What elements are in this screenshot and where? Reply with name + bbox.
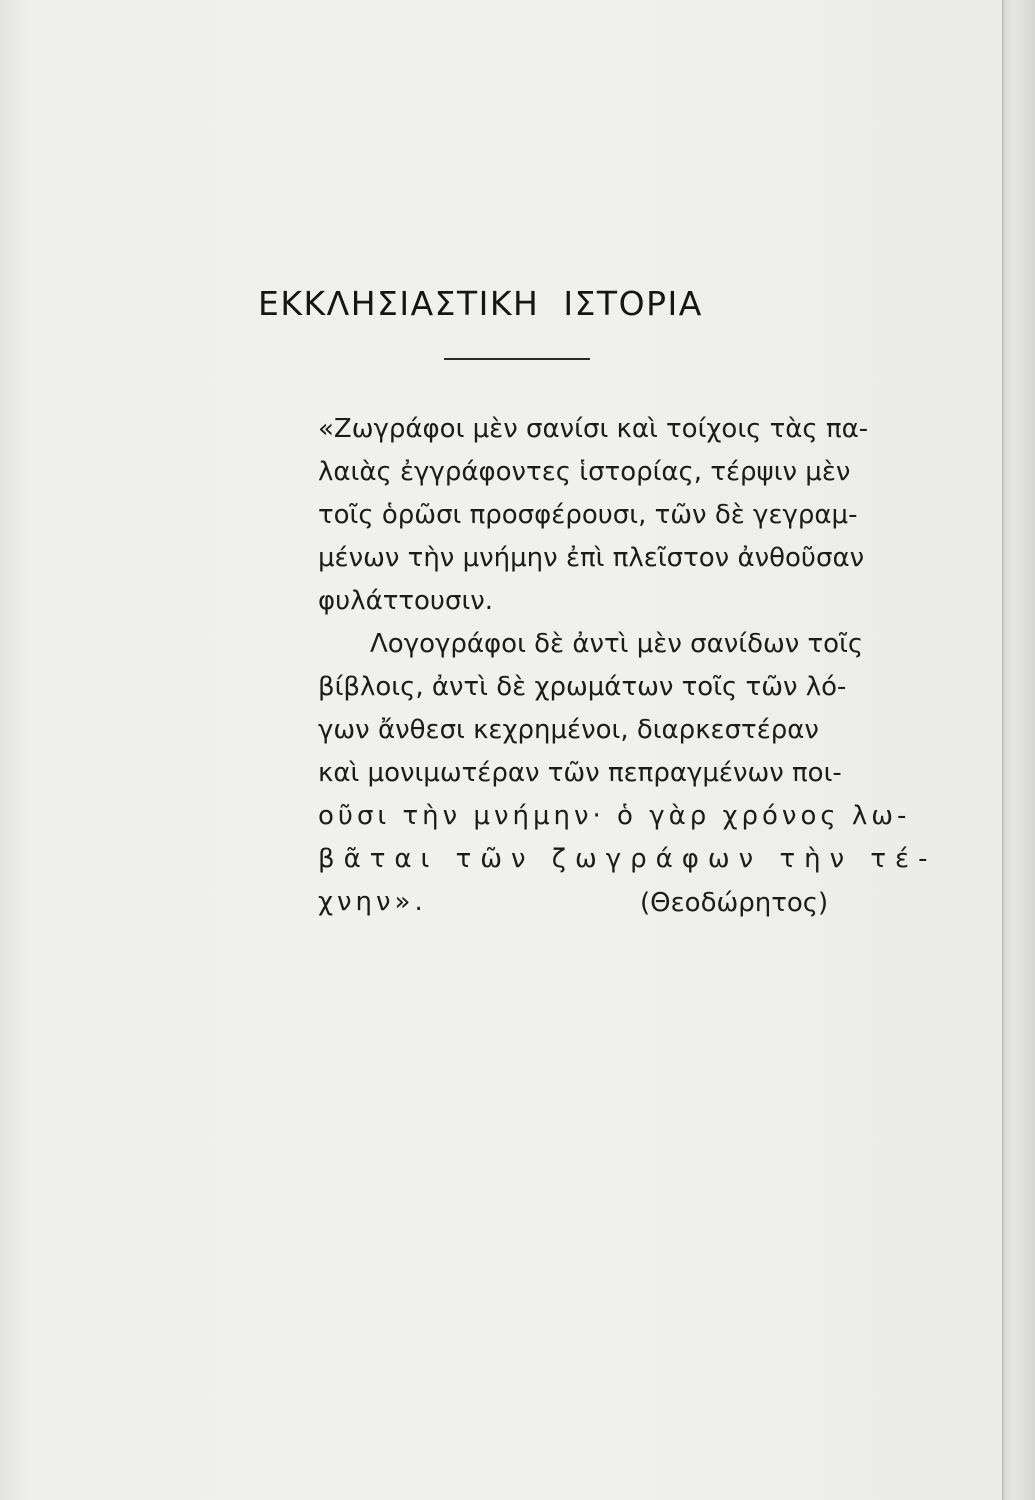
quote-paragraph	[318, 408, 937, 924]
quote-line-4: μένων τὴν μνήμην ἐπὶ πλεῖστον ἀνθοῦσαν	[318, 543, 865, 573]
page-edge	[1002, 0, 1035, 1500]
quote-line-10: οῦσι τὴν μνήμην· ὁ γὰρ χρόνος λω-	[318, 801, 911, 831]
quote-attribution: (Θεοδώρητος)	[640, 888, 829, 918]
quote-line-6: Λογογράφοι δὲ ἀντὶ μὲν σανίδων τοῖς	[370, 629, 864, 659]
quote-line-12: χνην».	[318, 887, 427, 917]
quote-line-8: γων ἄνθεσι κεχρημένοι, διαρκεστέραν	[318, 715, 819, 745]
quote-line-9: καὶ μονιμωτέραν τῶν πεπραγμένων ποι-	[318, 758, 842, 788]
quote-line-5: φυλάττουσιν.	[318, 586, 494, 616]
quote-line-7: βίβλοις, ἀντὶ δὲ χρωμάτων τοῖς τῶν λό-	[318, 672, 847, 702]
page-title: ΕΚΚΛΗΣΙΑΣΤΙΚΗ ΙΣΤΟΡΙΑ	[258, 284, 703, 323]
quote-line-11: βᾶται τῶν ζωγράφων τὴν τέ-	[318, 844, 937, 874]
quote-line-3: τοῖς ὁρῶσι προσφέρουσι, τῶν δὲ γεγραμ-	[318, 500, 858, 530]
quote-line-1: «Ζωγράφοι μὲν σανίσι καὶ τοίχοις τὰς πα-	[318, 414, 869, 444]
title-divider	[444, 358, 590, 360]
quote-line-2: λαιὰς ἐγγράφοντες ἱστορίας, τέρψιν μὲν	[318, 457, 851, 487]
